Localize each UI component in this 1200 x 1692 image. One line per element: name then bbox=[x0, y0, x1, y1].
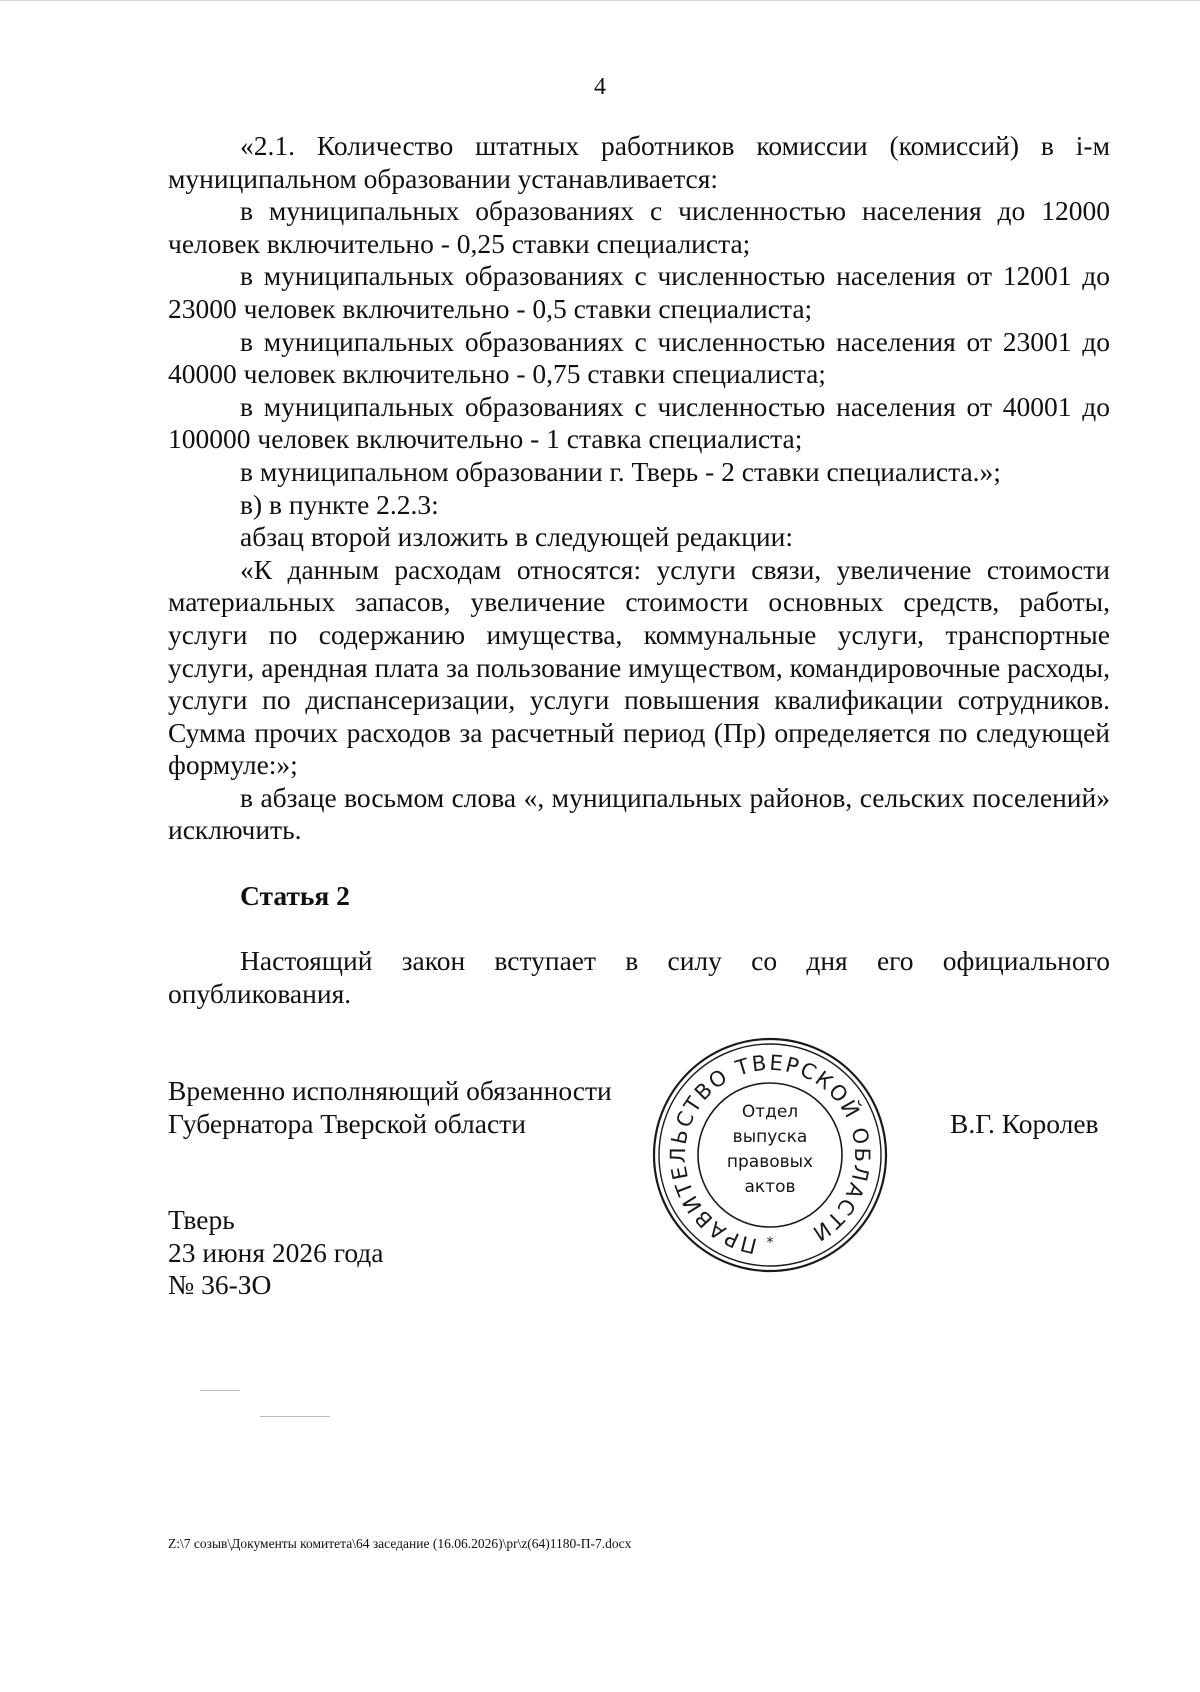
seal-center-line-1: Отдел bbox=[741, 1102, 799, 1122]
paragraph-40001-100000: в муниципальных образованиях с численностью населения от 40001 до 100000 человек включительно - 1 ставка специалиста; bbox=[168, 390, 1110, 455]
law-body bbox=[168, 130, 1110, 847]
article-heading: Статья 2 bbox=[240, 880, 350, 911]
scan-speck bbox=[260, 1416, 330, 1417]
paragraph-second-abzac: абзац второй изложить в следующей редакции: bbox=[240, 521, 794, 553]
paragraph-23001-40000: в муниципальных образованиях с численностью населения от 23001 до 40000 человек включительно - 0,75 ставки специалиста; bbox=[168, 325, 1110, 390]
scan-speck bbox=[200, 1390, 240, 1391]
seal-center-line-4: актов bbox=[744, 1177, 796, 1197]
paragraph-eighth-abzac: в абзаце восьмом слова «, муниципальных районов, сельских поселений» исключить. bbox=[168, 781, 1110, 846]
paragraph-expenses: «К данным расходам относятся: услуги связи, увеличение стоимости материальных запасов, увеличение стоимости основных средств, работы, услуги по содержанию имущества, коммунальные услуги, транспортные услуги, арендная плата за пользование имуществом, командировочные расходы, услуги по диспансеризации, услуги повышения квалификации сотрудников. Сумма прочих расходов за расчетный период (Пр) определяется по следующей формуле:»; bbox=[168, 553, 1110, 781]
signer-name: В.Г. Королев bbox=[950, 1108, 1099, 1139]
seal-center-line-3: правовых bbox=[726, 1152, 814, 1172]
paragraph-2-1: «2.1. Количество штатных работников комиссии (комиссий) в i-м муниципальном образовании устанавливается: bbox=[168, 130, 1110, 194]
scan-top-edge bbox=[0, 0, 1200, 1]
seal-center-text bbox=[690, 1100, 850, 1200]
seal-center-line-2: выпуска bbox=[732, 1127, 808, 1147]
signer-title-line-1: Временно исполняющий обязанности bbox=[168, 1075, 612, 1106]
paragraph-point-2-2-3: в) в пункте 2.2.3: bbox=[240, 488, 439, 520]
signer-title-line-2: Губернатора Тверской области bbox=[168, 1107, 526, 1139]
law-number: № 36-ЗО bbox=[168, 1269, 272, 1301]
signer-title bbox=[168, 1075, 612, 1140]
official-seal bbox=[650, 1035, 890, 1275]
seal-ring-text: ПРАВИТЕЛЬСТВО ТВЕРСКОЙ ОБЛАСТИ bbox=[665, 1050, 875, 1259]
place-date-number bbox=[168, 1204, 384, 1302]
article-text: Настоящий закон вступает в силу со дня его официального опубликования. bbox=[168, 945, 1110, 1009]
paragraph-12001-23000: в муниципальных образованиях с численностью населения от 12001 до 23000 человек включительно - 0,5 ставки специалиста; bbox=[168, 260, 1110, 324]
seal-star: * bbox=[766, 1235, 774, 1251]
date: 23 июня 2026 года bbox=[168, 1236, 384, 1268]
place: Тверь bbox=[168, 1204, 235, 1235]
footer-file-path: Z:\7 созыв\Документы комитета\64 заседание (16.06.2026)\pr\z(64)1180-П-7.docx bbox=[168, 1536, 632, 1551]
paragraph-up-to-12000: в муниципальных образованиях с численностью населения до 12000 человек включительно - 0,25 ставки специалиста; bbox=[168, 195, 1110, 259]
paragraph-tver: в муниципальном образовании г. Тверь - 2 ставки специалиста.»; bbox=[240, 455, 1001, 487]
page-number: 4 bbox=[594, 74, 606, 100]
